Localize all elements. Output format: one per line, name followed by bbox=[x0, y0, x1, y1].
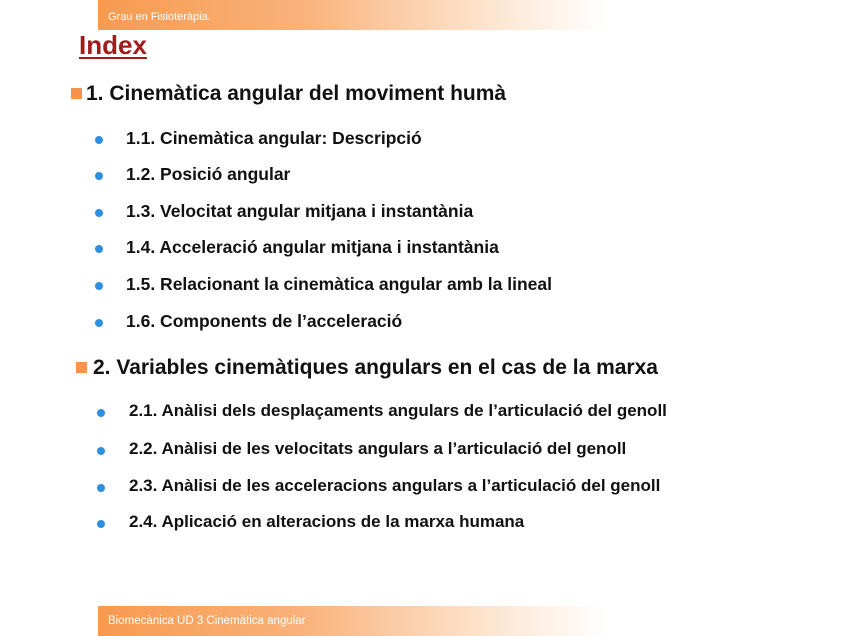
course-label: Grau en Fisioteràpia. bbox=[108, 11, 211, 23]
bullet-icon bbox=[95, 245, 103, 253]
footer-banner bbox=[98, 606, 608, 636]
bullet-icon bbox=[95, 319, 103, 327]
section-heading-2: 2. Variables cinemàtiques angulars en el cas de la marxa bbox=[93, 356, 658, 379]
list-item: 1.2. Posició angular bbox=[126, 164, 291, 184]
bullet-icon bbox=[97, 484, 105, 492]
section-heading-1: 1. Cinemàtica angular del moviment humà bbox=[86, 82, 507, 105]
bullet-icon bbox=[95, 209, 103, 217]
page-title: Index bbox=[79, 30, 147, 60]
section-marker-icon bbox=[71, 88, 82, 99]
list-item: 2.4. Aplicació en alteracions de la marxa humana bbox=[129, 512, 525, 531]
list-item: 1.6. Components de l’acceleració bbox=[126, 311, 403, 331]
bullet-icon bbox=[97, 447, 105, 455]
footer-label: Biomecànica UD 3 Cinemàtica angular bbox=[108, 615, 306, 627]
list-item: 1.3. Velocitat angular mitjana i instantània bbox=[126, 201, 474, 221]
bullet-icon bbox=[95, 282, 103, 290]
bullet-icon bbox=[95, 172, 103, 180]
list-item: 2.2. Anàlisi de les velocitats angulars a l’articulació del genoll bbox=[129, 439, 627, 458]
bullet-icon bbox=[95, 136, 103, 144]
list-item: 2.3. Anàlisi de les acceleracions angulars a l’articulació del genoll bbox=[129, 476, 661, 495]
list-item: 1.1. Cinemàtica angular: Descripció bbox=[126, 128, 422, 148]
bullet-icon bbox=[97, 520, 105, 528]
list-item: 1.4. Acceleració angular mitjana i instantània bbox=[126, 237, 499, 257]
list-item: 1.5. Relacionant la cinemàtica angular amb la lineal bbox=[126, 274, 552, 294]
bullet-icon bbox=[97, 409, 105, 417]
section-marker-icon bbox=[76, 362, 87, 373]
list-item: 2.1. Anàlisi dels desplaçaments angulars de l’articulació del genoll bbox=[129, 401, 667, 420]
header-banner bbox=[98, 0, 608, 30]
